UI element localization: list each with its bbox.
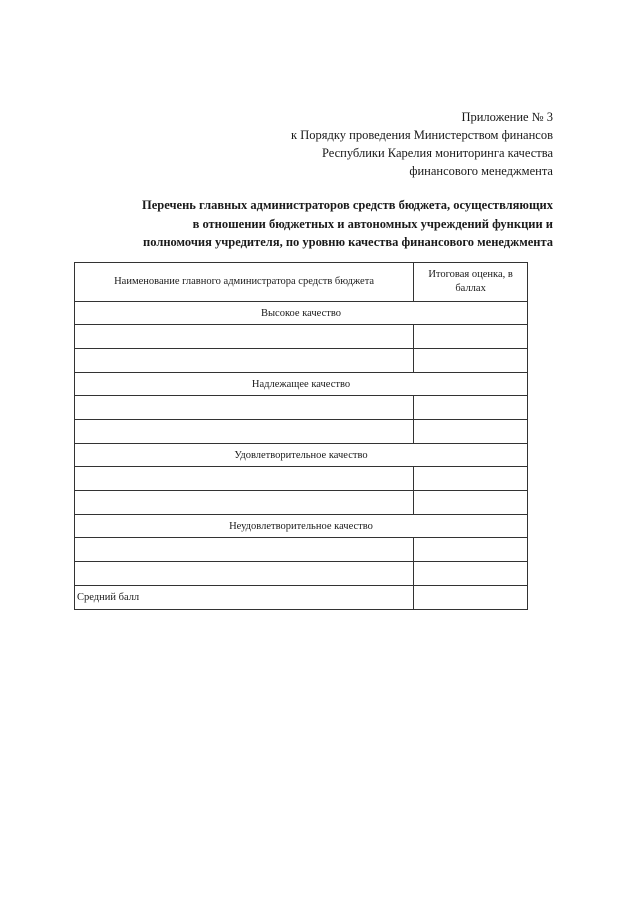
name-cell: [75, 491, 414, 515]
score-cell: [414, 420, 528, 444]
appendix-line: к Порядку проведения Министерством финансов: [291, 128, 553, 142]
table-row: [75, 538, 528, 562]
section-label: Удовлетворительное качество: [75, 444, 528, 467]
score-cell: [414, 467, 528, 491]
section-row-proper: [75, 373, 528, 396]
title-line: в отношении бюджетных и автономных учреждений функции и: [192, 216, 553, 231]
table-row: [75, 467, 528, 491]
table-row: [75, 325, 528, 349]
section-row-high: [75, 302, 528, 325]
average-label: Средний балл: [75, 586, 414, 610]
section-row-satisfactory: [75, 444, 528, 467]
name-cell: [75, 349, 414, 373]
section-label: Высокое качество: [75, 302, 528, 325]
score-cell: [414, 538, 528, 562]
header-score-column: Итоговая оценка, в баллах: [414, 263, 528, 302]
table-row: [75, 562, 528, 586]
average-row: [75, 586, 528, 610]
section-row-unsatisfactory: [75, 515, 528, 538]
section-label: Надлежащее качество: [75, 373, 528, 396]
name-cell: [75, 562, 414, 586]
header-name-column: Наименование главного администратора средств бюджета: [75, 263, 414, 302]
table-row: [75, 396, 528, 420]
table-row: [75, 420, 528, 444]
title-line: полномочия учредителя, по уровню качества финансового менеджмента: [143, 235, 553, 249]
appendix-line: финансового менеджмента: [409, 164, 553, 178]
table-row: [75, 349, 528, 373]
quality-table: [74, 262, 528, 610]
title-line: Перечень главных администраторов средств бюджета, осуществляющих: [142, 198, 553, 212]
section-label: Неудовлетворительное качество: [75, 515, 528, 538]
name-cell: [75, 396, 414, 420]
name-cell: [75, 325, 414, 349]
appendix-line: Приложение № 3: [461, 110, 553, 124]
table-row: [75, 491, 528, 515]
score-cell: [414, 562, 528, 586]
appendix-line: Республики Карелия мониторинга качества: [321, 146, 553, 160]
table-header-row: [75, 263, 528, 302]
name-cell: [75, 420, 414, 444]
score-cell: [414, 491, 528, 515]
score-cell: [414, 396, 528, 420]
score-cell: [414, 349, 528, 373]
document-title: [142, 196, 553, 252]
average-score-cell: [414, 586, 528, 610]
appendix-reference: [291, 108, 553, 180]
name-cell: [75, 467, 414, 491]
name-cell: [75, 538, 414, 562]
score-cell: [414, 325, 528, 349]
